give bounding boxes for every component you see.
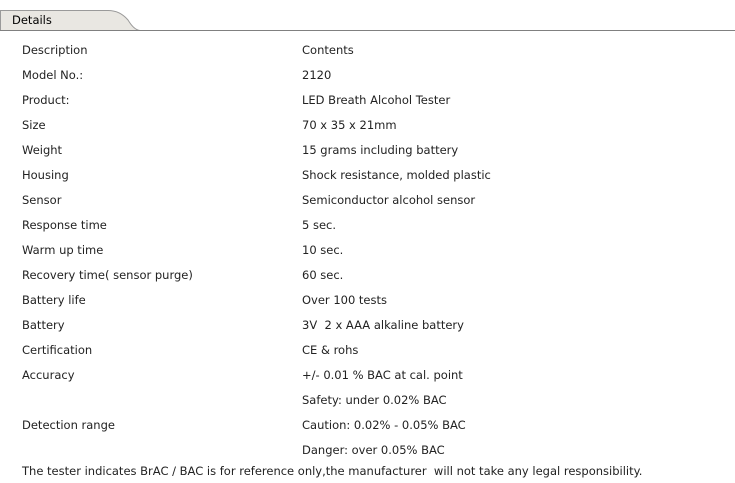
spec-value: LED Breath Alcohol Tester <box>302 93 451 107</box>
spec-value: Contents <box>302 43 354 57</box>
table-row <box>22 338 722 363</box>
table-row <box>22 263 722 288</box>
spec-label: Battery <box>22 318 65 332</box>
table-row <box>22 113 722 138</box>
table-row <box>22 38 722 63</box>
spec-value: 3V 2 x AAA alkaline battery <box>302 318 464 332</box>
spec-label: Certification <box>22 343 93 357</box>
details-tab-bar <box>0 0 735 31</box>
spec-value: 2120 <box>302 68 332 82</box>
spec-label: Warm up time <box>22 243 104 257</box>
spec-value: 15 grams including battery <box>302 143 459 157</box>
spec-label: Description <box>22 43 88 57</box>
table-row <box>22 138 722 163</box>
table-row <box>22 238 722 263</box>
tab-shape <box>0 0 735 31</box>
table-row <box>22 213 722 238</box>
table-row <box>22 88 722 113</box>
spec-label: Battery life <box>22 293 86 307</box>
spec-value: 5 sec. <box>302 218 337 232</box>
spec-value: Caution: 0.02% - 0.05% BAC <box>302 418 466 432</box>
specifications-table <box>22 38 722 463</box>
table-row <box>22 363 722 388</box>
table-row <box>22 388 722 413</box>
table-row <box>22 438 722 463</box>
table-row <box>22 313 722 338</box>
table-row <box>22 188 722 213</box>
spec-label: Weight <box>22 143 63 157</box>
spec-label: Sensor <box>22 193 62 207</box>
spec-label: Detection range <box>22 418 115 432</box>
spec-label: Response time <box>22 218 107 232</box>
spec-value: +/- 0.01 % BAC at cal. point <box>302 368 463 382</box>
table-row <box>22 413 722 438</box>
spec-value: 10 sec. <box>302 243 344 257</box>
spec-label <box>22 388 302 413</box>
spec-label <box>22 438 302 463</box>
spec-value: 70 x 35 x 21mm <box>302 118 397 132</box>
spec-value: Over 100 tests <box>302 293 387 307</box>
table-row <box>22 63 722 88</box>
spec-label: Size <box>22 118 46 132</box>
tab-details[interactable]: Details <box>12 13 52 27</box>
spec-label: Model No.: <box>22 68 84 82</box>
table-row <box>22 288 722 313</box>
spec-value: Shock resistance, molded plastic <box>302 168 491 182</box>
spec-value: Safety: under 0.02% BAC <box>302 393 447 407</box>
spec-value: Danger: over 0.05% BAC <box>302 443 445 457</box>
spec-label: Product: <box>22 93 70 107</box>
spec-value: Semiconductor alcohol sensor <box>302 193 476 207</box>
spec-label: Recovery time( sensor purge) <box>22 268 193 282</box>
spec-label: Accuracy <box>22 368 75 382</box>
spec-value: 60 sec. <box>302 268 344 282</box>
spec-value: CE & rohs <box>302 343 359 357</box>
disclaimer-note: The tester indicates BrAC / BAC is for reference only,the manufacturer will not take any legal responsibility. <box>22 464 643 478</box>
table-row <box>22 163 722 188</box>
spec-label: Housing <box>22 168 69 182</box>
